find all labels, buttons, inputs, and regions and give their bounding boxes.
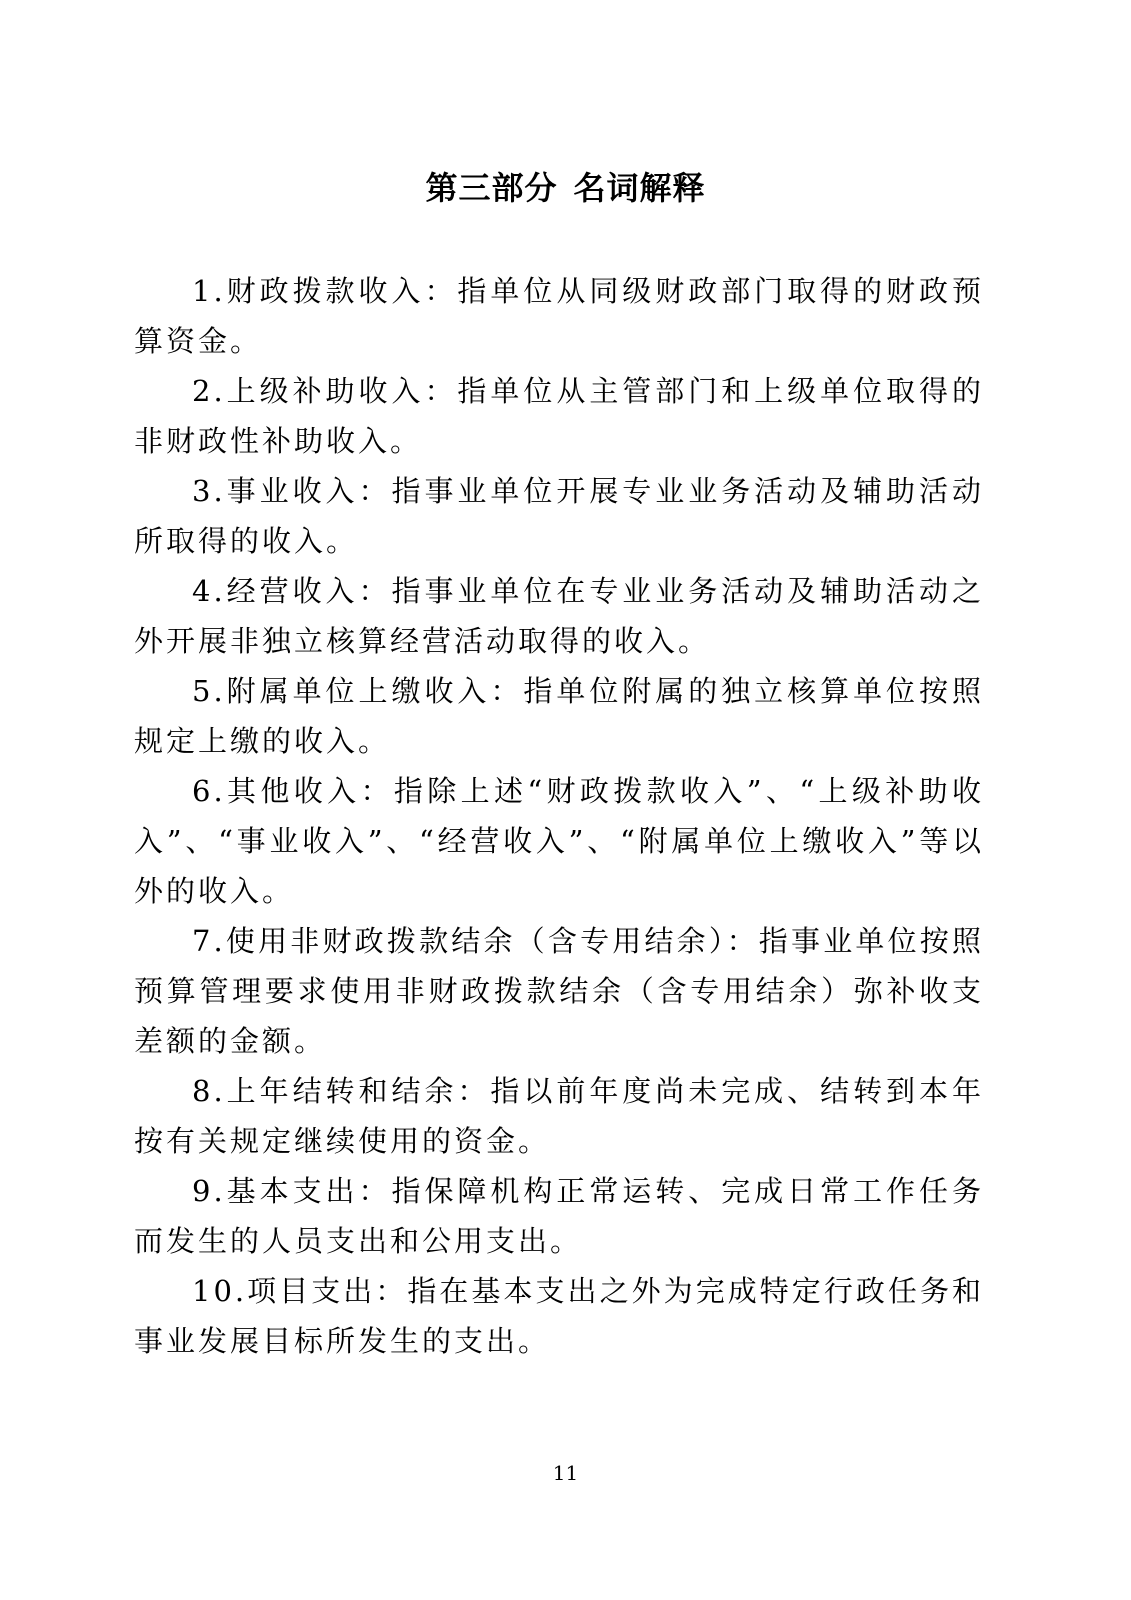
definition-paragraph: 6.其他收入：指除上述“财政拨款收入”、“上级补助收入”、“事业收入”、“经营收入”、“附属单位上缴收入”等以外的收入。 — [134, 774, 984, 908]
page-title — [0, 158, 1131, 218]
definition-paragraph: 4.经营收入：指事业单位在专业业务活动及辅助活动之外开展非独立核算经营活动取得的收入。 — [134, 574, 984, 658]
title-part: 第三部分 — [425, 169, 558, 207]
definition-paragraph: 1.财政拨款收入：指单位从同级财政部门取得的财政预算资金。 — [134, 274, 984, 358]
definition-paragraph: 2.上级补助收入：指单位从主管部门和上级单位取得的非财政性补助收入。 — [134, 374, 984, 458]
definitions-list — [134, 266, 984, 1366]
title-name: 名词解释 — [573, 169, 706, 207]
definition-paragraph: 5.附属单位上缴收入：指单位附属的独立核算单位按照规定上缴的收入。 — [134, 674, 984, 758]
definition-paragraph: 3.事业收入：指事业单位开展专业业务活动及辅助活动所取得的收入。 — [134, 474, 984, 558]
page-number: 11 — [552, 1461, 579, 1485]
definition-paragraph: 9.基本支出：指保障机构正常运转、完成日常工作任务而发生的人员支出和公用支出。 — [134, 1174, 984, 1258]
definition-paragraph: 10.项目支出：指在基本支出之外为完成特定行政任务和事业发展目标所发生的支出。 — [134, 1274, 984, 1358]
definition-paragraph: 7.使用非财政拨款结余（含专用结余）：指事业单位按照预算管理要求使用非财政拨款结余（含专用结余）弥补收支差额的金额。 — [134, 924, 984, 1058]
definition-paragraph: 8.上年结转和结余：指以前年度尚未完成、结转到本年按有关规定继续使用的资金。 — [134, 1074, 984, 1158]
